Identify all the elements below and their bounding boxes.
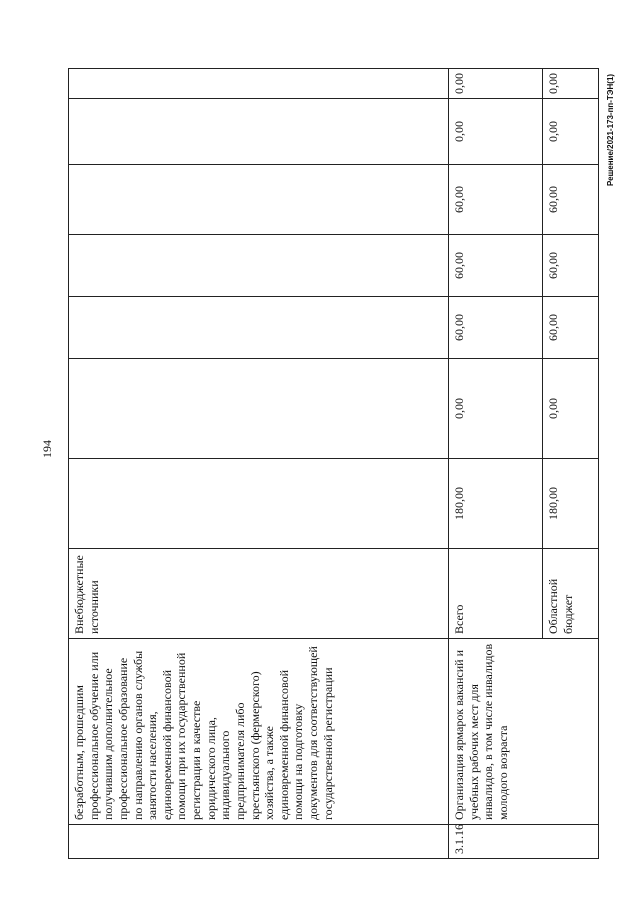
value-cell: 60,00: [449, 235, 543, 297]
value-cell: 60,00: [449, 297, 543, 359]
value-cell: [69, 99, 449, 165]
funding-source-cell: Внебюджетные источники: [69, 549, 449, 639]
page-number: 194: [40, 440, 54, 458]
value-cell: [69, 359, 449, 459]
row-number-cell: 3.1.16: [449, 825, 599, 859]
value-cell: [69, 297, 449, 359]
value-cell: [69, 69, 449, 99]
value-cell: 0,00: [449, 69, 543, 99]
value-cell: 60,00: [543, 235, 599, 297]
funding-source-cell: Всего: [449, 549, 543, 639]
budget-table: [68, 68, 599, 859]
description-cell: безработным, прошедшим профессиональное обучение или получившим дополнительное профессиональное образование по направлению органов службы занятости населения, единовременной финансовой помощи при их государственной регистрации в качестве юридического лица, индивидуального предпринимателя либо крестьянского (фермерского) хозяйства, а также единовременной финансовой помощи на подготовку документов для соответствующей государственной регистрации: [69, 639, 449, 825]
value-cell: 0,00: [449, 99, 543, 165]
funding-source-cell: Областной бюджет: [543, 549, 599, 639]
row-number-cell: [69, 825, 449, 859]
value-cell: 180,00: [543, 459, 599, 549]
value-cell: [69, 459, 449, 549]
value-cell: [69, 235, 449, 297]
document-id-label: Решение/2021-173-пп-ТЭН(1): [606, 73, 615, 186]
value-cell: 60,00: [543, 297, 599, 359]
value-cell: 0,00: [543, 69, 599, 99]
value-cell: [69, 165, 449, 235]
description-cell: Организация ярмарок вакансий и учебных рабочих мест для инвалидов, в том числе инвалидов молодого возраста: [449, 639, 599, 825]
value-cell: 0,00: [543, 359, 599, 459]
budget-table-container: [68, 69, 598, 859]
table-row: [449, 69, 543, 859]
value-cell: 60,00: [449, 165, 543, 235]
table-row: [69, 69, 449, 859]
value-cell: 180,00: [449, 459, 543, 549]
value-cell: 0,00: [449, 359, 543, 459]
value-cell: 60,00: [543, 165, 599, 235]
value-cell: 0,00: [543, 99, 599, 165]
